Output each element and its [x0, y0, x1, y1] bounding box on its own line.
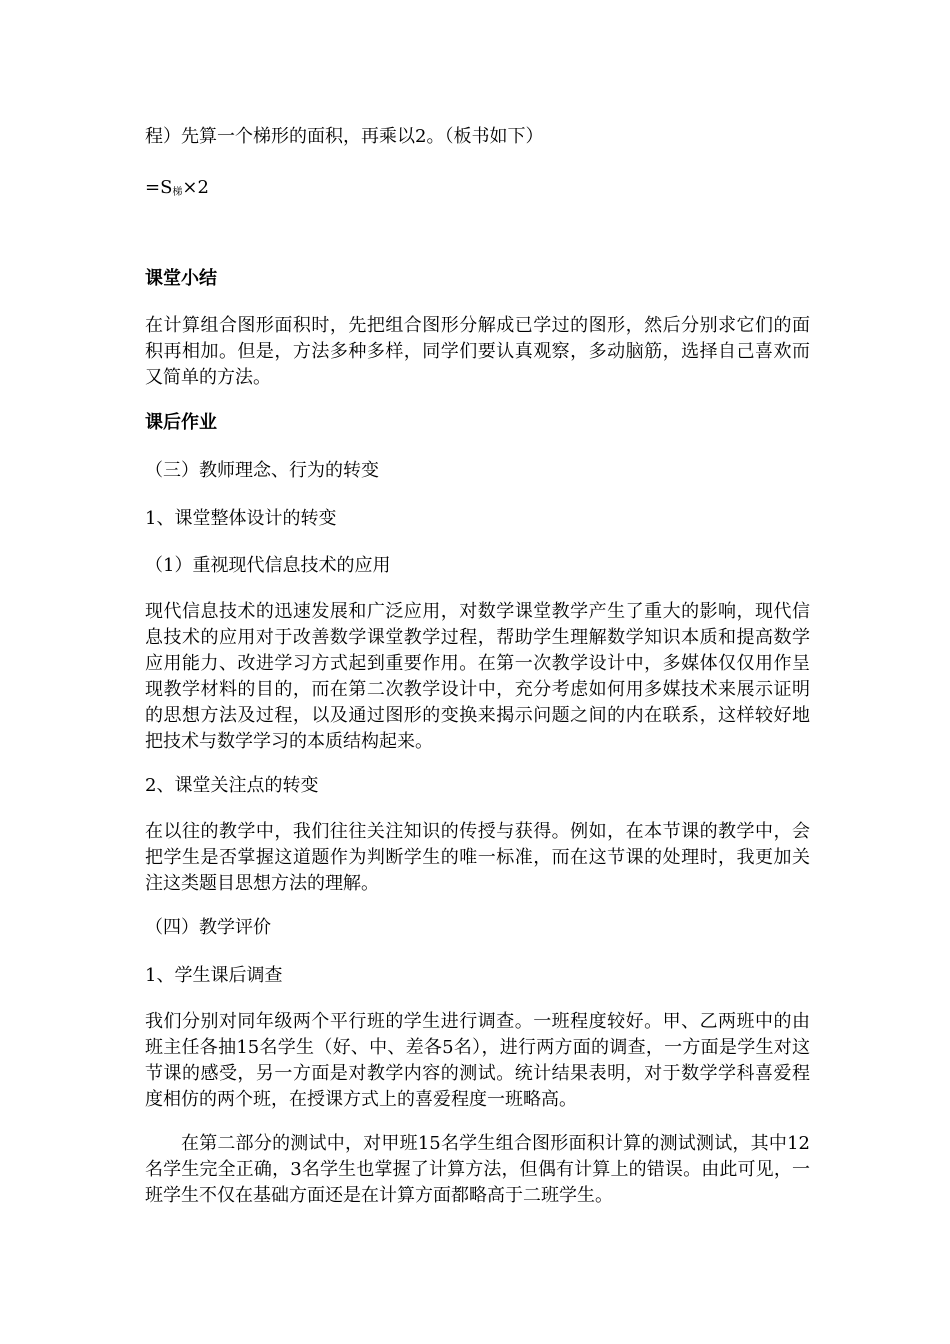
paragraph-focus: 在以往的教学中，我们往往关注知识的传授与获得。例如，在本节课的教学中，会把学生是否掌握这道题作为判断学生的唯一标准，而在这节课的处理时，我更加关注这类题目思想方法的理解。 [145, 821, 810, 894]
paragraph-continuation: 程）先算一个梯形的面积，再乘以2。（板书如下） [145, 126, 544, 147]
paragraph-technology: 现代信息技术的迅速发展和广泛应用，对数学课堂教学产生了重大的影响，现代信息技术的应用对于改善数学课堂教学过程，帮助学生理解数学知识本质和提高数学应用能力、改进学习方式起到重要作用。在第一次教学设计中，多媒体仅仅用作呈现教学材料的目的，而在第二次教学设计中，充分考虑如何用多媒技术来展示证明的思想方法及过程，以及通过图形的变换来揭示问题之间的内在联系，这样较好地把技术与数学学习的本质结构起来。 [145, 601, 810, 752]
subsection-heading-3-2: 2、课堂关注点的转变 [145, 775, 319, 796]
subsection-heading-4-1: 1、学生课后调查 [145, 965, 283, 986]
section-heading-3: （三）教师理念、行为的转变 [145, 460, 379, 481]
heading-homework: 课后作业 [145, 412, 217, 433]
subsection-heading-3-1-1: （1）重视现代信息技术的应用 [145, 555, 391, 576]
formula-line [145, 175, 209, 206]
paragraph-survey: 我们分别对同年级两个平行班的学生进行调查。一班程度较好。甲、乙两班中的由班主任各抽15名学生（好、中、差各5名），进行两方面的调查，一方面是学生对这节课的感受，另一方面是对教学内容的测试。统计结果表明，对于数学学科喜爱程度相仿的两个班，在授课方式上的喜爱程度一班略高。 [145, 1011, 810, 1110]
heading-class-summary: 课堂小结 [145, 268, 217, 289]
paragraph-summary: 在计算组合图形面积时，先把组合图形分解成已学过的图形，然后分别求它们的面积再相加。但是，方法多种多样，同学们要认真观察，多动脑筋，选择自己喜欢而又简单的方法。 [145, 315, 810, 388]
formula-subscript: 梯 [172, 187, 183, 198]
subsection-heading-3-1: 1、课堂整体设计的转变 [145, 508, 337, 529]
section-heading-4: （四）教学评价 [145, 917, 271, 938]
formula-suffix: ×2 [182, 177, 209, 198]
formula-prefix: =S [145, 177, 173, 198]
paragraph-test: 在第二部分的测试中，对甲班15名学生组合图形面积计算的测试测试，其中12名学生完全正确，3名学生也掌握了计算方法，但偶有计算上的错误。由此可见，一班学生不仅在基础方面还是在计算方面都略高于二班学生。 [145, 1133, 810, 1206]
